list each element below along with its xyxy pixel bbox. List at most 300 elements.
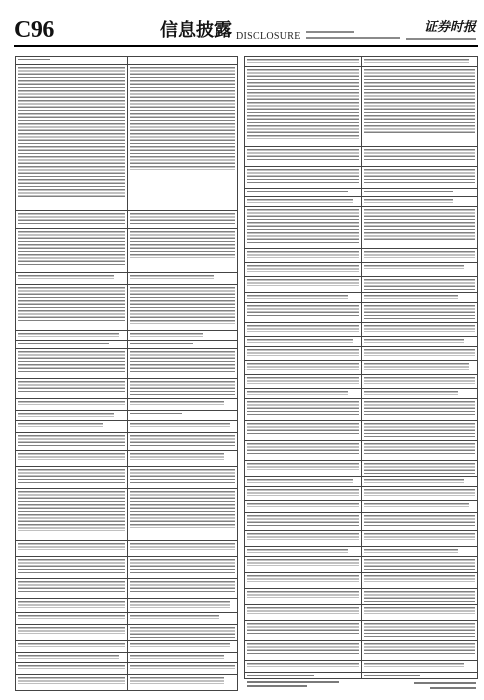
closing-note-text xyxy=(247,685,307,687)
table-row xyxy=(245,389,477,399)
table-cell-left xyxy=(16,625,127,640)
table-cell-right xyxy=(361,147,477,166)
body-text-block xyxy=(364,549,458,554)
body-text-block xyxy=(364,305,475,320)
table-row xyxy=(245,207,477,249)
body-text-block xyxy=(247,515,359,526)
body-text-block xyxy=(130,67,236,171)
body-text-block xyxy=(364,643,475,654)
table-cell-left xyxy=(16,57,127,64)
body-text-block xyxy=(247,209,359,243)
table-row xyxy=(245,557,477,573)
table-cell-left xyxy=(245,461,361,476)
table-row xyxy=(245,621,477,641)
table-cell-left xyxy=(16,399,127,410)
table-row xyxy=(16,349,237,379)
table-cell-right xyxy=(127,467,238,488)
table-cell-left xyxy=(16,421,127,432)
body-text-block xyxy=(130,401,225,406)
table-row xyxy=(245,375,477,389)
table-cell-left xyxy=(16,229,127,272)
table-row xyxy=(16,331,237,341)
body-text-block xyxy=(364,663,464,668)
table-cell-right xyxy=(361,621,477,640)
table-cell-left xyxy=(245,147,361,166)
body-text-block xyxy=(18,67,125,197)
table-cell-left xyxy=(245,589,361,604)
table-row xyxy=(245,189,477,197)
header-rule xyxy=(14,45,478,47)
table-row xyxy=(245,57,477,67)
body-text-block xyxy=(364,251,475,259)
table-cell-right xyxy=(127,211,238,228)
table-row xyxy=(16,653,237,663)
table-row xyxy=(245,513,477,531)
body-text-block xyxy=(247,169,359,184)
table-cell-left xyxy=(16,379,127,398)
body-text-block xyxy=(18,343,109,344)
body-text-block xyxy=(364,279,475,290)
table-cell-right xyxy=(361,189,477,196)
body-text-block xyxy=(18,351,125,372)
contact-info-text xyxy=(306,37,400,39)
body-text-block xyxy=(364,265,464,270)
table-cell-left xyxy=(245,303,361,322)
body-text-block xyxy=(247,479,353,484)
body-text-block xyxy=(364,533,475,541)
table-cell-right xyxy=(127,65,238,210)
table-cell-right xyxy=(361,323,477,336)
body-text-block xyxy=(364,199,453,204)
body-text-block xyxy=(247,463,359,471)
body-text-block xyxy=(364,607,475,615)
body-text-block xyxy=(247,549,348,554)
signature-company-text xyxy=(414,682,476,684)
body-text-block xyxy=(247,559,359,567)
table-row xyxy=(245,531,477,547)
table-cell-right xyxy=(361,249,477,262)
table-row xyxy=(16,489,237,541)
body-text-block xyxy=(18,559,125,574)
body-text-block xyxy=(247,675,314,676)
table-cell-right xyxy=(361,461,477,476)
body-text-block xyxy=(247,349,359,357)
body-text-block xyxy=(247,391,348,396)
body-text-block xyxy=(364,391,458,396)
table-cell-right xyxy=(361,673,477,678)
table-row xyxy=(16,285,237,331)
body-text-block xyxy=(130,469,236,484)
body-text-block xyxy=(247,643,359,654)
table-row xyxy=(16,541,237,557)
table-cell-left xyxy=(16,599,127,612)
table-row xyxy=(245,573,477,589)
body-text-block xyxy=(130,655,225,660)
table-row xyxy=(245,347,477,361)
body-text-block xyxy=(130,643,230,648)
body-text-block xyxy=(364,295,458,300)
table-row xyxy=(245,361,477,375)
section-title-english: DISCLOSURE xyxy=(236,31,301,42)
table-cell-right xyxy=(361,661,477,672)
body-text-block xyxy=(18,627,125,635)
table-cell-left xyxy=(16,285,127,330)
table-row xyxy=(16,451,237,467)
table-row xyxy=(245,167,477,189)
table-cell-right xyxy=(127,379,238,398)
table-cell-left xyxy=(16,641,127,652)
body-text-block xyxy=(18,435,125,446)
body-text-block xyxy=(130,615,220,620)
body-text-block xyxy=(18,665,125,670)
body-text-block xyxy=(247,575,359,583)
table-cell-left xyxy=(245,661,361,672)
body-text-block xyxy=(364,363,469,371)
table-cell-right xyxy=(361,513,477,530)
table-row xyxy=(16,341,237,349)
table-row xyxy=(16,411,237,421)
body-text-block xyxy=(247,59,359,64)
table-cell-left xyxy=(245,573,361,588)
body-text-block xyxy=(18,491,125,532)
table-cell-left xyxy=(245,501,361,512)
table-cell-left xyxy=(245,477,361,486)
body-text-block xyxy=(247,325,359,333)
body-text-block xyxy=(364,623,475,638)
table-row xyxy=(245,323,477,337)
body-text-block xyxy=(247,149,359,160)
body-text-block xyxy=(364,325,475,333)
body-text-block xyxy=(364,443,475,454)
body-text-block xyxy=(247,199,353,204)
table-cell-right xyxy=(127,625,238,640)
body-text-block xyxy=(247,363,359,371)
body-text-block xyxy=(130,423,230,428)
body-text-block xyxy=(364,479,464,484)
table-cell-left xyxy=(245,337,361,346)
body-text-block xyxy=(130,435,236,446)
table-cell-left xyxy=(245,487,361,500)
table-cell-right xyxy=(361,263,477,276)
table-cell-right xyxy=(361,641,477,660)
body-text-block xyxy=(247,663,359,668)
body-text-block xyxy=(364,59,469,64)
table-cell-left xyxy=(16,663,127,674)
newspaper-logo: 证券时报 xyxy=(423,20,476,35)
table-cell-left xyxy=(245,277,361,292)
table-cell-left xyxy=(245,441,361,460)
body-text-block xyxy=(130,351,236,372)
table-cell-left xyxy=(245,249,361,262)
table-cell-left xyxy=(16,411,127,420)
table-row xyxy=(245,501,477,513)
table-cell-left xyxy=(245,621,361,640)
table-row xyxy=(245,661,477,673)
table-cell-left xyxy=(245,547,361,556)
table-cell-right xyxy=(127,541,238,556)
body-text-block xyxy=(364,209,475,240)
table-cell-right xyxy=(127,349,238,378)
body-text-block xyxy=(364,339,464,344)
table-row xyxy=(245,263,477,277)
table-row xyxy=(245,673,477,679)
table-cell-left xyxy=(245,605,361,620)
table-row xyxy=(245,589,477,605)
table-cell-left xyxy=(16,675,127,690)
table-cell-left xyxy=(16,349,127,378)
table-cell-left xyxy=(245,399,361,420)
table-cell-right xyxy=(361,547,477,556)
table-row xyxy=(245,293,477,303)
table-cell-left xyxy=(245,189,361,196)
table-cell-right xyxy=(127,641,238,652)
body-text-block xyxy=(247,295,348,300)
table-cell-left xyxy=(245,207,361,248)
table-cell-right xyxy=(361,421,477,440)
body-text-block xyxy=(247,279,359,287)
table-row xyxy=(16,421,237,433)
body-text-block xyxy=(18,213,125,224)
table-row xyxy=(245,487,477,501)
table-cell-right xyxy=(361,573,477,588)
body-text-block xyxy=(130,275,214,280)
body-text-block xyxy=(18,453,125,461)
table-cell-left xyxy=(245,293,361,302)
table-row xyxy=(16,557,237,579)
body-text-block xyxy=(18,543,125,551)
table-cell-left xyxy=(245,375,361,388)
body-text-block xyxy=(247,339,353,344)
body-text-block xyxy=(18,413,114,418)
table-row xyxy=(16,399,237,411)
table-cell-left xyxy=(16,331,127,340)
body-text-block xyxy=(247,607,359,615)
table-row xyxy=(245,197,477,207)
body-text-block xyxy=(130,453,225,461)
table-cell-right xyxy=(127,285,238,330)
table-cell-right xyxy=(361,167,477,188)
table-cell-right xyxy=(127,599,238,612)
table-cell-left xyxy=(245,421,361,440)
table-row xyxy=(16,229,237,273)
body-text-block xyxy=(247,377,359,385)
table-cell-right xyxy=(361,557,477,572)
table-row xyxy=(245,249,477,263)
body-text-block xyxy=(247,265,359,273)
table-cell-right xyxy=(361,389,477,398)
table-cell-left xyxy=(16,489,127,540)
table-cell-left xyxy=(245,347,361,360)
table-cell-left xyxy=(245,641,361,660)
table-row xyxy=(16,65,237,211)
table-row xyxy=(16,613,237,625)
table-row xyxy=(16,379,237,399)
body-text-block xyxy=(18,381,125,392)
table-cell-left xyxy=(245,167,361,188)
table-cell-left xyxy=(245,389,361,398)
table-cell-right xyxy=(361,531,477,546)
body-text-block xyxy=(18,615,125,620)
body-text-block xyxy=(364,349,475,357)
table-row xyxy=(16,663,237,675)
table-cell-right xyxy=(361,361,477,374)
body-text-block xyxy=(247,489,359,497)
body-text-block xyxy=(130,543,236,551)
table-row xyxy=(16,57,237,65)
table-cell-right xyxy=(361,303,477,322)
table-cell-right xyxy=(361,441,477,460)
table-cell-right xyxy=(127,411,238,420)
table-cell-left xyxy=(245,57,361,66)
body-text-block xyxy=(247,191,348,192)
page-number: C96 xyxy=(14,17,54,43)
closing-note-text xyxy=(247,681,339,683)
table-row xyxy=(245,547,477,557)
body-text-block xyxy=(130,333,204,338)
table-row xyxy=(245,399,477,421)
table-cell-right xyxy=(127,675,238,690)
table-row xyxy=(245,303,477,323)
table-cell-left xyxy=(245,263,361,276)
body-text-block xyxy=(247,533,359,541)
body-text-block xyxy=(18,601,125,609)
table-cell-left xyxy=(245,323,361,336)
body-text-block xyxy=(364,575,475,583)
body-text-block xyxy=(247,305,359,316)
table-cell-left xyxy=(16,557,127,578)
table-cell-right xyxy=(127,331,238,340)
table-cell-right xyxy=(127,273,238,284)
table-cell-left xyxy=(245,513,361,530)
body-text-block xyxy=(130,677,225,685)
table-cell-right xyxy=(361,589,477,604)
section-title: 信息披露 xyxy=(160,20,232,41)
body-text-block xyxy=(364,675,420,676)
table-cell-right xyxy=(361,487,477,500)
table-cell-right xyxy=(361,57,477,66)
table-row xyxy=(16,675,237,691)
body-text-block xyxy=(364,591,475,602)
body-text-block xyxy=(130,413,183,414)
body-text-block xyxy=(18,643,125,648)
body-text-block xyxy=(18,469,125,484)
table-cell-left xyxy=(16,451,127,466)
table-cell-left xyxy=(245,67,361,146)
body-text-block xyxy=(247,503,359,508)
body-text-block xyxy=(130,581,236,592)
table-cell-right xyxy=(127,663,238,674)
table-row xyxy=(245,461,477,477)
body-text-block xyxy=(247,251,359,259)
body-text-block xyxy=(247,423,359,434)
body-text-block xyxy=(130,381,236,396)
body-text-block xyxy=(247,401,359,416)
table-cell-right xyxy=(361,477,477,486)
body-text-block xyxy=(130,343,193,344)
body-text-block xyxy=(364,191,453,192)
body-text-block xyxy=(130,601,230,609)
table-cell-left xyxy=(16,211,127,228)
body-text-block xyxy=(247,591,359,599)
table-cell-left xyxy=(16,341,127,348)
table-row xyxy=(245,277,477,293)
issue-date-text xyxy=(406,38,476,40)
table-row xyxy=(16,273,237,285)
body-text-block xyxy=(18,677,125,685)
body-text-block xyxy=(364,515,475,526)
table-cell-right xyxy=(361,197,477,206)
body-text-block xyxy=(18,59,50,60)
body-text-block xyxy=(18,287,125,321)
body-text-block xyxy=(364,489,475,497)
table-cell-right xyxy=(361,501,477,512)
body-text-block xyxy=(364,559,475,570)
body-text-block xyxy=(130,231,236,259)
body-text-block xyxy=(364,169,475,184)
table-cell-right xyxy=(127,433,238,450)
table-cell-right xyxy=(127,451,238,466)
table-row xyxy=(245,67,477,147)
table-cell-left xyxy=(16,579,127,598)
body-text-block xyxy=(130,287,236,325)
body-text-block xyxy=(364,401,475,416)
body-text-block xyxy=(247,443,359,454)
body-text-block xyxy=(18,655,119,660)
body-text-block xyxy=(364,149,475,160)
body-text-block xyxy=(364,503,469,508)
table-cell-right xyxy=(127,613,238,624)
table-cell-left xyxy=(245,557,361,572)
table-cell-right xyxy=(127,421,238,432)
body-text-block xyxy=(18,401,125,406)
table-cell-left xyxy=(245,673,361,678)
table-cell-right xyxy=(127,399,238,410)
table-cell-right xyxy=(127,653,238,662)
table-cell-left xyxy=(16,467,127,488)
table-cell-left xyxy=(16,613,127,624)
table-cell-left xyxy=(16,273,127,284)
table-row xyxy=(245,337,477,347)
table-cell-right xyxy=(361,277,477,292)
body-text-block xyxy=(247,623,359,634)
table-cell-right xyxy=(361,375,477,388)
table-cell-right xyxy=(361,337,477,346)
disclosure-table-left xyxy=(15,56,238,691)
body-text-block xyxy=(130,559,236,574)
table-cell-left xyxy=(16,653,127,662)
table-cell-right xyxy=(127,229,238,272)
table-cell-right xyxy=(127,57,238,64)
body-text-block xyxy=(364,69,475,133)
body-text-block xyxy=(130,627,236,638)
table-row xyxy=(245,605,477,621)
table-row xyxy=(16,433,237,451)
table-row xyxy=(16,625,237,641)
table-cell-right xyxy=(127,489,238,540)
body-text-block xyxy=(130,213,236,224)
body-text-block xyxy=(18,275,114,280)
table-row xyxy=(16,467,237,489)
signature-date-text xyxy=(430,687,476,689)
body-text-block xyxy=(130,665,236,670)
table-cell-right xyxy=(361,67,477,146)
table-cell-left xyxy=(245,197,361,206)
table-cell-right xyxy=(361,347,477,360)
table-cell-right xyxy=(127,557,238,578)
table-row xyxy=(16,599,237,613)
table-row xyxy=(245,421,477,441)
body-text-block xyxy=(247,69,359,140)
